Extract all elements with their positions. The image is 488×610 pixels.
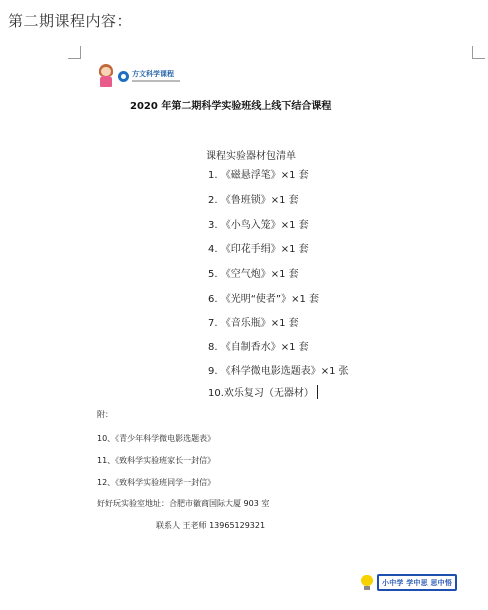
address-line: 好好玩实验室地址：合肥市徽商国际大厦 903 室 xyxy=(97,499,270,508)
list-item: 4. 《印花手绢》×1 套 xyxy=(208,244,309,255)
list-item: 7. 《音乐瓶》×1 套 xyxy=(208,318,299,329)
list-item: 8. 《自制香水》×1 套 xyxy=(208,342,309,353)
list-item: 5. 《空气炮》×1 套 xyxy=(208,269,299,280)
crop-mark-top-left xyxy=(68,46,81,59)
list-item: 1. 《磁悬浮笔》×1 套 xyxy=(208,170,309,181)
document-title: 2020 年第二期科学实验班线上线下结合课程 xyxy=(130,101,332,112)
list-item: 3. 《小鸟入笼》×1 套 xyxy=(208,220,309,231)
lightbulb-icon xyxy=(360,575,374,591)
contact-line: 联系人 王老师 13965129321 xyxy=(156,521,266,530)
note-item: 12、《致科学实验班同学一封信》 xyxy=(97,478,216,487)
badge-text: 小中学 学中思 思中悟 xyxy=(382,578,453,587)
list-item: 9. 《科学微电影选题表》×1 张 xyxy=(208,366,349,377)
logo-name: 方文科学课程 xyxy=(132,70,174,78)
brand-logo xyxy=(97,64,180,88)
section-heading: 第二期课程内容： xyxy=(8,12,133,30)
list-item: 2. 《鲁班锁》×1 套 xyxy=(208,195,299,206)
girl-mascot-icon xyxy=(97,64,115,88)
list-heading: 课程实验器材包清单 xyxy=(206,151,296,162)
note-item: 10、《青少年科学微电影选题表》 xyxy=(97,434,216,443)
logo-mark-icon xyxy=(118,71,129,82)
list-item: 6. 《光明“使者”》×1 套 xyxy=(208,294,320,305)
text-cursor xyxy=(317,385,318,399)
notes-label: 附： xyxy=(97,410,113,419)
list-item-text: 10.欢乐复习（无器材） xyxy=(208,388,314,399)
note-item: 11、《致科学实验班家长一封信》 xyxy=(97,456,216,465)
crop-mark-top-right xyxy=(472,46,485,59)
slogan-badge xyxy=(360,574,457,591)
list-item-last xyxy=(208,384,318,399)
